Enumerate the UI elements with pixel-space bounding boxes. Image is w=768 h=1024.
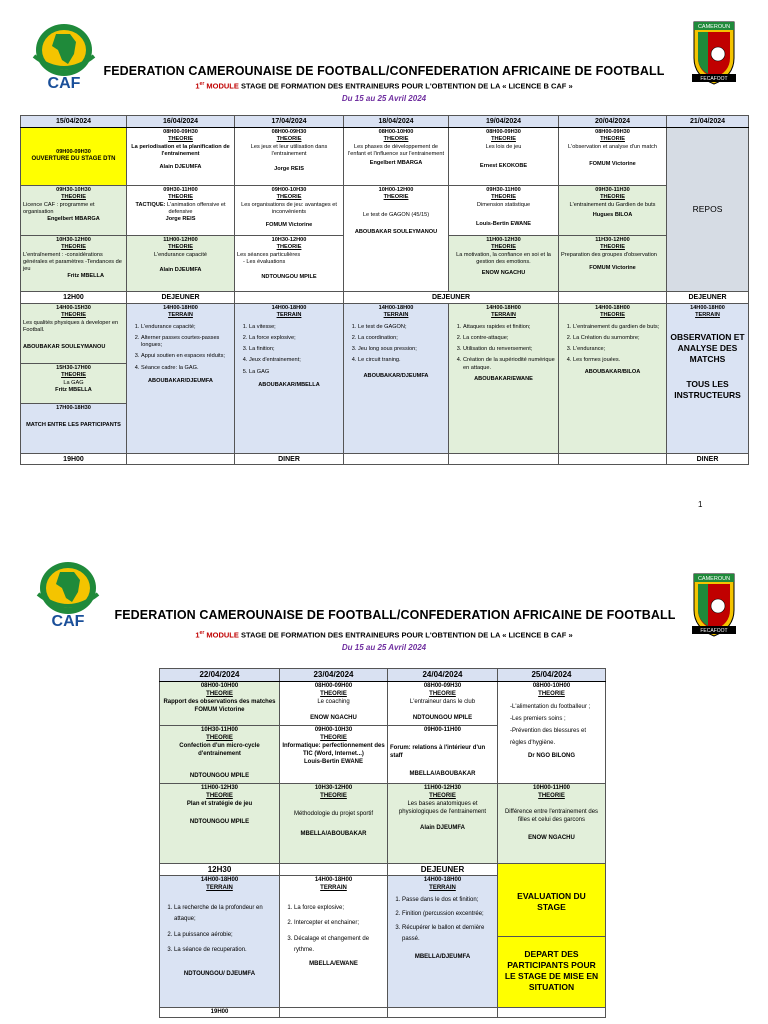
session-time: 10H30-12H00 [314, 785, 353, 792]
session-text: L'endurance capacité [153, 251, 207, 258]
session-cell [235, 236, 344, 292]
session-type: THEORIE [276, 136, 302, 143]
list-item: 3. La finition; [249, 346, 341, 353]
module-number: 1 [195, 81, 200, 91]
session-text: Les qualités physiques à developer en Football. [23, 319, 119, 333]
session-type: THEORIE [320, 735, 347, 742]
session-text: Licence CAF : programme et organisation [23, 201, 95, 215]
session-text: MATCH ENTRE LES PARTICIPANTS [26, 422, 121, 429]
session-time: 10H30-12H00 [271, 237, 307, 244]
list-item: 3. L'endurance; [573, 346, 664, 353]
session-list [451, 324, 556, 372]
session-time: 09H00-10H30 [314, 727, 353, 734]
schedule-table-week-2 [159, 668, 606, 1018]
session-time: 14H00-18H00 [314, 877, 353, 884]
session-text: Informatique: perfectionnement des TIC (Word, Internet...) [282, 742, 385, 757]
session-instructor: ABOUBAKAR SOULEYMANOU [354, 228, 438, 235]
session-text: Confection d'un micro-cycle d'entrainement [179, 742, 260, 757]
session-cell [280, 876, 388, 1008]
session-type: THEORIE [61, 312, 86, 319]
session-time: 17H00-18H30 [56, 405, 91, 412]
session-type: THEORIE [600, 244, 625, 251]
module-number-suffix: er [199, 630, 205, 636]
session-type: TERRAIN [276, 312, 302, 319]
session-instructor: NDTOUNGOU MPILE [189, 772, 250, 779]
session-type: THEORIE [61, 244, 86, 251]
session-time: 08H00-09H30 [271, 129, 307, 136]
session-text: Le test de GAGON (45/15) [362, 211, 430, 218]
session-time: 14H00-18H00 [595, 305, 630, 312]
session-label: TACTIQUE: [135, 201, 168, 208]
list-item: 4. Création de la supériodité numérique en attaque. [463, 357, 556, 372]
session-time: 09H30-11H30 [595, 187, 630, 194]
session-instructor: ABOUBAKAR SOULEYMANOU [23, 344, 106, 351]
session-cell [21, 236, 127, 292]
list-item: 2. La force explosive; [249, 335, 341, 342]
caf-logo-text: CAF [51, 613, 85, 630]
session-text: Les bases anatomiques et physiologiques de l'entrainement [398, 800, 487, 815]
session-type: TERRAIN [320, 885, 347, 892]
day-header: 18/04/2024 [344, 116, 449, 128]
list-item: 1. Le test de GAGON; [358, 324, 446, 331]
session-cell [280, 682, 388, 726]
session-instructor: Louis-Bertin EWANE [475, 220, 531, 227]
evaluation-label: EVALUATION DU STAGE [498, 879, 605, 937]
session-text: L'entrainement du Gardien de buts [569, 201, 656, 208]
session-list [162, 903, 277, 957]
session-cell [127, 236, 235, 292]
module-subtitle [0, 81, 768, 91]
dinner-cell [280, 1008, 388, 1018]
lunch-cell [559, 292, 667, 304]
session-text: La motivation, la confiance en soi et la gestion des emotions. [456, 251, 551, 265]
session-instructor: Engelbert MBARGA [369, 160, 423, 167]
session-list [561, 324, 664, 365]
session-time: 11H30-12H00 [595, 237, 630, 244]
session-type: TERRAIN [429, 885, 456, 892]
session-type: THEORIE [276, 244, 302, 251]
session-text: -Prévention des blessures et règles d'hygiène. [510, 727, 587, 746]
session-type: THEORIE [61, 372, 86, 379]
schedule-page-1 [0, 0, 768, 509]
session-instructor: FOMUM Victorine [589, 264, 636, 271]
session-instructor: MBELLA/DJEUMFA [414, 953, 471, 960]
dinner-cell: 19H00 [21, 454, 127, 465]
session-text: Forum: relations à l'intérieur d'un staff [390, 745, 486, 759]
session-text: L'entraineur dans le club [409, 698, 476, 705]
day-header: 23/04/2024 [280, 669, 388, 682]
session-text: Plan et stratégie de jeu [186, 800, 253, 807]
session-text: - Les évaluations [243, 258, 286, 265]
list-item: 3. Récupérer le ballon et dernière passé. [402, 923, 495, 943]
session-type: THEORIE [276, 194, 302, 201]
dinner-cell: 19H00 [160, 1008, 280, 1018]
session-time: 14H00-18H00 [163, 305, 198, 312]
session-instructor: Alain DJEUMFA [159, 164, 202, 171]
session-time: 09H30-11H00 [486, 187, 521, 194]
session-cell [21, 404, 127, 454]
session-time: 10H30-11H00 [200, 727, 239, 734]
session-type: THEORIE [206, 735, 233, 742]
session-type: TERRAIN [206, 885, 233, 892]
session-type: THEORIE [491, 136, 516, 143]
list-item: 3. La séance de recuperation. [174, 945, 277, 956]
session-cell [160, 682, 280, 726]
session-type: THEORIE [429, 691, 456, 698]
session-instructor: NDTOUNGOU MPILE [189, 818, 250, 825]
course-dates: Du 15 au 25 Avril 2024 [341, 643, 427, 652]
session-text: OBSERVATION ET ANALYSE DES MATCHS [670, 331, 745, 364]
session-instructor: ENOW NGACHU [481, 270, 526, 277]
session-cell [344, 304, 449, 454]
session-instructor: ABOUBAKAR/MBELLA [258, 381, 320, 388]
session-instructor: FOMUM Victorine [194, 706, 245, 713]
day-header: 20/04/2024 [559, 116, 667, 128]
list-item: 3. Utilisation du renversement; [463, 346, 556, 353]
list-item: 1. L'endurance capacité; [141, 324, 232, 331]
session-list [390, 895, 495, 944]
session-time: 14H00-18H00 [271, 305, 307, 312]
session-cell [667, 304, 749, 454]
rest-day-label: REPOS [692, 204, 723, 215]
list-item: 1. L'entrainement du gardien de buts; [573, 324, 664, 331]
session-text: La GAG [63, 379, 84, 386]
session-time: 08H00-09H30 [595, 129, 630, 136]
session-type: TERRAIN [168, 312, 193, 319]
day-header: 25/04/2024 [498, 669, 606, 682]
list-item: 1. La vitesse; [249, 324, 341, 331]
session-cell [160, 876, 280, 1008]
session-cell [235, 304, 344, 454]
session-time: 11H00-12H30 [486, 237, 521, 244]
session-time: 11H00-12H00 [163, 237, 198, 244]
session-cell [388, 784, 498, 864]
module-number-suffix: er [199, 81, 205, 87]
list-item: 2. Alterner passes courtes-passes longues; [141, 335, 232, 350]
list-item: 1. Attaques rapides et finition; [463, 324, 556, 331]
session-text: L'animation offensive et defensive [167, 201, 226, 215]
module-number: 1 [195, 630, 200, 640]
session-text: Rapport des observations des matches [163, 698, 276, 705]
session-time: 10H00-12H00 [378, 187, 414, 194]
module-description: STAGE DE FORMATION DES ENTRAINEURS POUR L'OBTENTION DE LA « LICENCE B CAF » [238, 630, 573, 640]
session-type: THEORIE [538, 691, 565, 698]
session-list [282, 903, 385, 957]
day-header: 19/04/2024 [449, 116, 559, 128]
list-item: 3. Décalage et changement de rythme. [294, 934, 385, 957]
session-instructor: ABOUBAKAR/DJEUMFA [363, 372, 429, 379]
crest-text-top: CAMEROUN [697, 24, 731, 30]
departure-label: DEPART DES PARTICIPANTS POUR LE STAGE DE MISE EN SITUATION [504, 948, 599, 992]
lunch-cell: 12H30 [160, 864, 280, 876]
lunch-cell: DEJEUNER [344, 292, 559, 304]
session-text: Les lois de jeu [485, 143, 522, 150]
session-text: L'observation et analyse d'un match [568, 143, 657, 150]
session-type: THEORIE [61, 194, 86, 201]
session-cell [21, 364, 127, 404]
session-instructor: NDTOUNGOU MPILE [261, 274, 317, 281]
session-time: 08H00-09H30 [423, 683, 462, 690]
session-instructor: NDTOUNGOU/ DJEUMFA [183, 970, 256, 977]
session-cell [449, 186, 559, 236]
session-instructor: ABOUBAKAR/BILOA [584, 368, 641, 375]
fecafoot-crest [690, 570, 738, 638]
session-time: 09H30-10H30 [56, 187, 91, 194]
session-cell [388, 682, 498, 726]
session-time: 08H00-10H00 [532, 683, 571, 690]
session-cell [498, 784, 606, 864]
session-instructor: Jorge REIS [274, 166, 304, 173]
session-time: 14H00-18H00 [486, 305, 521, 312]
session-cell [21, 128, 127, 186]
session-cell [449, 236, 559, 292]
session-cell [280, 726, 388, 784]
session-time: 10H00-11H00 [532, 785, 571, 792]
list-item: 4. Jeux d'entrainement; [249, 357, 341, 364]
list-item: 4. Les formes jouées. [573, 357, 664, 364]
list-item: 3. Appui soutien en espaces réduits; [141, 353, 232, 360]
session-instructor: ABOUBAKAR/EWANE [474, 375, 533, 382]
session-cell [235, 128, 344, 186]
session-text: OUVERTURE DU STAGE DTN [31, 156, 116, 163]
crest-text-bottom: FECAFOOT [700, 76, 728, 82]
session-instructor: Fritz MBELLA [55, 386, 92, 393]
session-instructor: MBELLA/ABOUBAKAR [300, 830, 367, 837]
module-word: MODULE [204, 81, 239, 91]
list-item: 2. La contre-attaque; [463, 335, 556, 342]
list-item: 1. La recherche de la profondeur en attaque; [174, 903, 277, 926]
session-instructor: MBELLA/ABOUBAKAR [409, 770, 476, 777]
session-instructor: Ernest EKOKOBE [479, 162, 528, 169]
session-instructor: Fritz MBELLA [67, 273, 104, 280]
session-time: 11H00-12H30 [423, 785, 462, 792]
session-type: THEORIE [383, 194, 409, 201]
session-type: THEORIE [538, 793, 565, 800]
session-cell [388, 876, 498, 1008]
session-text: Le coaching [317, 698, 350, 705]
session-type: THEORIE [600, 136, 625, 143]
page-title: FEDERATION CAMEROUNAISE DE FOOTBALL/CONFEDERATION AFRICAINE DE FOOTBALL [114, 608, 676, 622]
day-header: 15/04/2024 [21, 116, 127, 128]
session-instructor: FOMUM Victorine [589, 160, 636, 167]
session-time: 14H00-15H30 [56, 305, 91, 312]
schedule-page-2 [0, 540, 768, 1024]
list-item: 4. Le circuit traning. [358, 357, 446, 364]
session-cell [127, 128, 235, 186]
dinner-cell [127, 454, 235, 465]
session-time: 08H00-09H30 [486, 129, 521, 136]
session-text: Les phases de développement de l'enfant et l'influence sur l'entrainement [347, 143, 445, 157]
crest-text-bottom: FECAFOOT [700, 628, 728, 634]
session-cell [559, 236, 667, 292]
dinner-cell [498, 1008, 606, 1018]
session-instructor: MBELLA/EWANE [309, 960, 358, 967]
session-time: 08H00-09H30 [163, 129, 198, 136]
session-instructor: Engelbert MBARGA [47, 216, 100, 223]
crest-text-top: CAMEROUN [697, 576, 731, 582]
rest-day-cell [667, 128, 749, 292]
session-instructor: ENOW NGACHU [310, 714, 357, 721]
page-title: FEDERATION CAMEROUNAISE DE FOOTBALL/CONFEDERATION AFRICAINE DE FOOTBALL [103, 64, 665, 78]
session-time: 10H30-12H00 [56, 237, 91, 244]
session-cell [344, 186, 449, 292]
list-item: 4. Séance cadre: la GAG. [141, 365, 232, 372]
session-type: THEORIE [600, 312, 625, 319]
session-time: 14H00-18H00 [423, 877, 462, 884]
module-word: MODULE [204, 630, 239, 640]
dinner-cell: DINER [667, 454, 749, 465]
list-item: 3. Jeu long sous pression; [358, 346, 446, 353]
session-cell [559, 304, 667, 454]
list-item: 5. La GAG [249, 369, 341, 376]
session-text: La periodisation et la planification de l'entrainement [131, 143, 230, 157]
day-header: 16/04/2024 [127, 116, 235, 128]
session-time: 15H30-17H00 [56, 365, 91, 372]
session-type: THEORIE [168, 136, 193, 143]
session-time: 09H00-09H30 [56, 149, 91, 156]
dinner-cell [344, 454, 449, 465]
session-time: 08H00-10H00 [200, 683, 239, 690]
session-instructor: Alain DJEUMFA [159, 266, 202, 273]
list-item: 2. La Création du surnombre; [573, 335, 664, 342]
session-type: TERRAIN [491, 312, 516, 319]
session-cell [235, 186, 344, 236]
schedule-table-week-1 [20, 115, 749, 465]
session-type: THEORIE [491, 244, 516, 251]
session-time: 11H00-12H30 [200, 785, 239, 792]
module-subtitle [0, 630, 768, 640]
session-instructor: FOMUM Victorine [265, 222, 313, 229]
session-cell [344, 128, 449, 186]
session-instructor: Alain DJEUMFA [419, 824, 465, 831]
session-cell [559, 186, 667, 236]
list-item: 1. Passe dans le dos et finition; [402, 895, 495, 905]
session-list [237, 324, 341, 376]
session-cell [21, 186, 127, 236]
session-instructor: Louis-Bertin EWANE [303, 758, 363, 765]
session-type: THEORIE [168, 194, 193, 201]
dinner-cell [388, 1008, 498, 1018]
session-type: THEORIE [206, 691, 233, 698]
session-cell [388, 726, 498, 784]
session-text: Les jeux et leur utilisation dans l'entrainement [250, 143, 328, 157]
session-time: 09H00-10H30 [271, 187, 307, 194]
session-time: 14H00-18H00 [690, 305, 725, 312]
lunch-cell: DEJEUNER [667, 292, 749, 304]
module-description: STAGE DE FORMATION DES ENTRAINEURS POUR L'OBTENTION DE LA « LICENCE B CAF » [238, 81, 573, 91]
session-instructor: Hugues BILOA [592, 211, 633, 218]
lunch-cell: DEJEUNER [388, 864, 498, 876]
session-instructor: ABOUBAKAR/DJEUMFA [148, 377, 213, 384]
session-cell [160, 726, 280, 784]
session-text: -Les premiers soins ; [510, 715, 566, 722]
day-header: 21/04/2024 [667, 116, 749, 128]
session-list [129, 324, 232, 372]
dinner-cell [449, 454, 559, 465]
list-item: 2. Intercepter et enchainer; [294, 918, 385, 929]
dinner-cell: DINER [235, 454, 344, 465]
session-text: Dimension statistique [476, 201, 531, 208]
list-item: 2. La puissance aérobie; [174, 930, 277, 941]
session-text: L'entraînement : -considérations générales et paramètres -Tendances de jeu [23, 251, 122, 273]
session-type: THEORIE [429, 793, 456, 800]
session-cell [21, 304, 127, 364]
course-dates: Du 15 au 25 Avril 2024 [341, 94, 427, 103]
day-header: 22/04/2024 [160, 669, 280, 682]
caf-logo-text: CAF [47, 75, 81, 92]
session-cell [160, 784, 280, 864]
list-item: 2. La coordination; [358, 335, 446, 342]
session-cell [127, 186, 235, 236]
session-type: THEORIE [383, 136, 409, 143]
session-text: Preparation des groupes d'observation [561, 251, 657, 258]
list-item: 1. La force explosive; [294, 903, 385, 914]
session-instructor: Jorge REIS [165, 216, 196, 223]
session-type: THEORIE [168, 244, 193, 251]
session-cell [127, 304, 235, 454]
session-time: 09H00-11H00 [423, 727, 462, 734]
session-time: 14H00-18H00 [200, 877, 239, 884]
session-time: 08H00-09H00 [314, 683, 353, 690]
lunch-cell [235, 292, 344, 304]
session-type: TERRAIN [695, 312, 720, 319]
session-text: Différence entre l'entrainement des filles et celui des garcons [504, 808, 599, 823]
list-item: 2. Finition (percussion excentrée; [402, 909, 495, 919]
day-header: 17/04/2024 [235, 116, 344, 128]
session-type: THEORIE [320, 793, 347, 800]
session-type: THEORIE [600, 194, 625, 201]
session-type: TERRAIN [383, 312, 409, 319]
session-cell [449, 304, 559, 454]
session-text: -L'alimentation du footballeur ; [510, 703, 591, 710]
session-cell [280, 784, 388, 864]
session-text: Les séances particulières [237, 251, 301, 258]
session-instructor: NDTOUNGOU MPILE [412, 714, 473, 721]
session-cell [559, 128, 667, 186]
final-day-cell [498, 864, 606, 1008]
day-header: 24/04/2024 [388, 669, 498, 682]
session-time: 08H00-10H00 [378, 129, 414, 136]
dinner-cell [559, 454, 667, 465]
lunch-cell: DEJEUNER [127, 292, 235, 304]
session-instructor: Dr NGO BILONG [527, 752, 575, 759]
session-list [346, 324, 446, 365]
session-instructor: ENOW NGACHU [528, 834, 575, 841]
lunch-cell [280, 864, 388, 876]
session-type: THEORIE [206, 793, 233, 800]
session-cell [498, 682, 606, 784]
page-number: 1 [698, 500, 703, 509]
session-instructor: TOUS LES INSTRUCTEURS [674, 378, 741, 400]
lunch-cell: 12H00 [21, 292, 127, 304]
session-time: 14H00-18H00 [378, 305, 414, 312]
session-text: Les organisations de jeu: avantages et inconvénients [241, 201, 337, 215]
session-text: Méthodologie du projet sportif [293, 810, 374, 817]
session-type: THEORIE [491, 194, 516, 201]
session-time: 09H30-11H00 [163, 187, 198, 194]
session-type: THEORIE [320, 691, 347, 698]
session-cell [449, 128, 559, 186]
